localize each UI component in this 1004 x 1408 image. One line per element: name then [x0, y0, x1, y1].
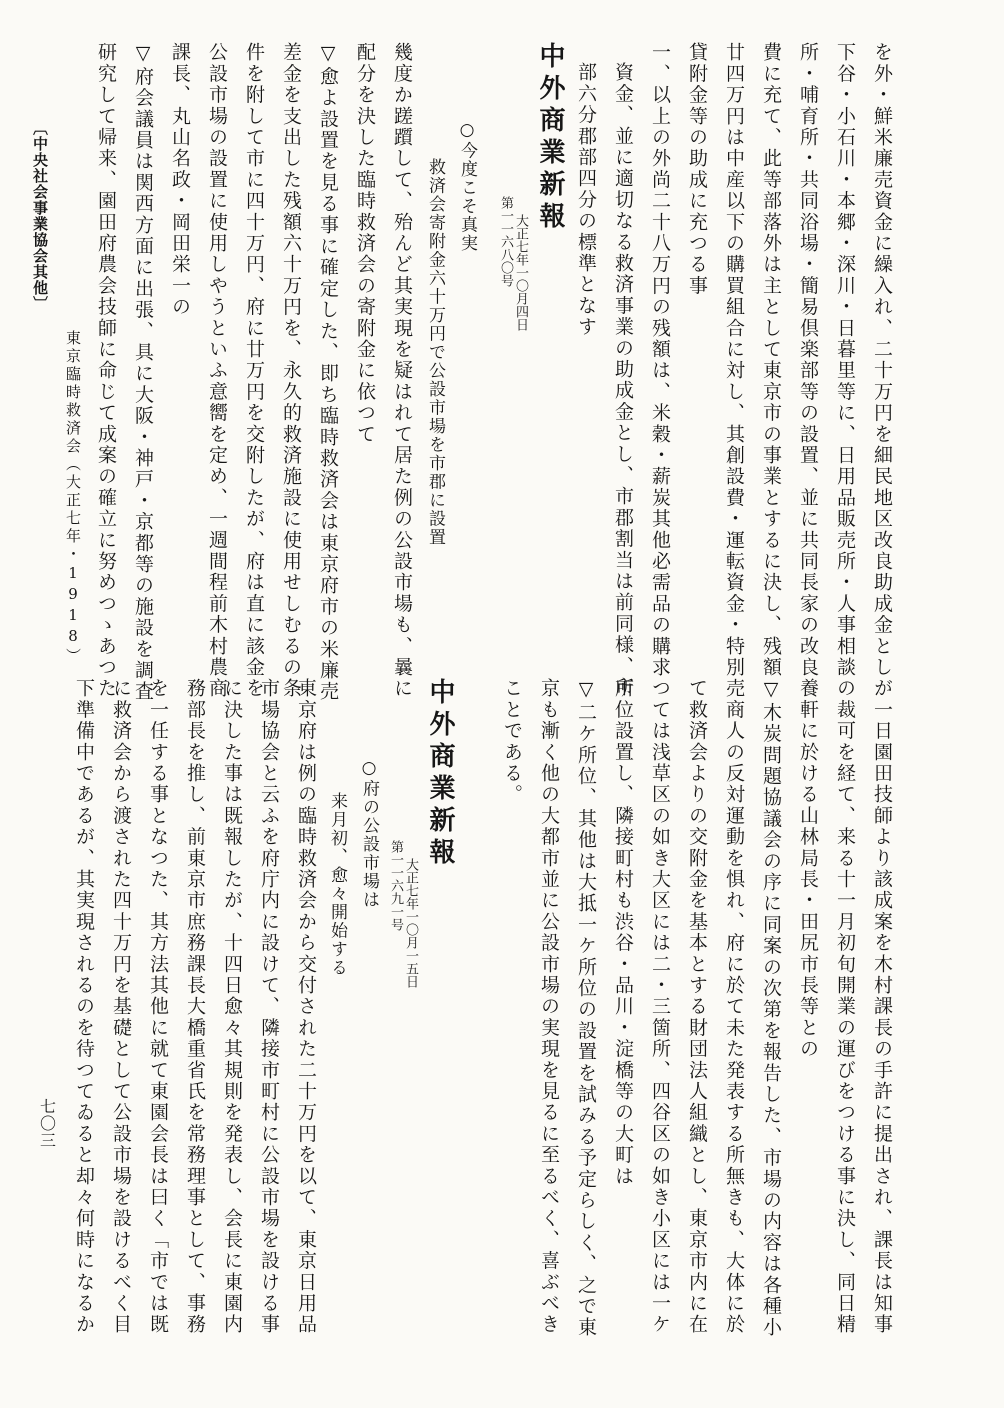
text-column: 幾度か蹉躓して、殆んど其実現を疑はれて居た例の公設市場も、曩に: [391, 42, 413, 700]
text-column: ▽二ケ所位、其他は大抵一ケ所位の設置を試みる予定らしく、之で東: [575, 678, 597, 1339]
subheadline: 来月初、愈々開始する: [327, 792, 347, 977]
text-column: 件を附して市に四十万円、府に廿万円を交附したが、府は直に該金を: [243, 42, 265, 700]
text-column: 市場協会と云ふを府庁内に設けて、隣接市町村に公設市場を設ける事: [258, 678, 280, 1336]
issue-date: 大正七年一〇月四日: [513, 214, 528, 331]
text-column: 部六分郡部四分の標準となす: [575, 62, 597, 338]
text-column: 資金、並に適切なる救済事業の助成金とし、市郡割当は前同様、市: [612, 62, 634, 698]
source-credit-right: 東京臨時救済会（大正七年・1918）: [64, 330, 82, 666]
text-column: 所位設置し、隣接町村も渋谷・品川・淀橋等の大町は: [612, 678, 634, 1187]
text-column: 配分を決した臨時救済会の寄附金に依つて: [354, 42, 376, 445]
text-column: 京も漸く他の大都市並に公設市場の実現を見るに至るべく、喜ぶべき: [538, 678, 560, 1336]
headline: ○今度こそ真実: [457, 120, 477, 253]
text-column: つては浅草区の如き大区には二・三箇所、四谷区の如き小区には一ケ: [649, 678, 671, 1336]
text-column: ▽木炭問題協議会の序に同案の次第を報告した、市場の内容は各種小: [760, 678, 782, 1339]
text-column: の裁可を経て、来る十一月初旬開業の運びをつける事に決し、同日精: [834, 678, 856, 1336]
masthead: 中外商業新報: [535, 42, 565, 234]
text-column: が一日園田技師より該成案を木村課長の手許に提出され、課長は知事: [871, 678, 893, 1336]
subheadline: 救済会寄附金六十万円で公設市場を市郡に設置: [425, 158, 445, 547]
text-column: 研究して帰来、園田府農会技師に命じて成案の確立に努めつゝあつた: [95, 42, 117, 700]
text-column: ▽愈よ設置を見る事に確定した、即ち臨時救済会は東京府市の米廉売: [317, 42, 339, 703]
text-column: 一、以上の外尚二十八万円の残額は、米穀・薪炭其他必需品の購求: [649, 42, 671, 678]
masthead: 中外商業新報: [425, 678, 455, 870]
text-column: 課長、丸山名政・岡田栄一の: [169, 42, 191, 318]
text-column: 廿四万円は中産以下の購買組合に対し、其創設費・運転資金・特別: [723, 42, 745, 678]
text-column: 東京府は例の臨時救済会から交付された二十万円を以て、東京日用品: [295, 678, 317, 1336]
text-column: を外・鮮米廉売資金に繰入れ、二十万円を細民地区改良助成金とし: [871, 42, 893, 678]
text-column: 費に充て、此等部落外は主として東京市の事業とするに決し、残額: [760, 42, 782, 678]
headline: ○府の公設市場は: [359, 758, 379, 909]
text-column: を一任する事となつた、其方法其他に就て東園会長は曰く「市では既: [147, 678, 169, 1336]
text-column: 下谷・小石川・本郷・深川・日暮里等に、日用品販売所・人事相談: [834, 42, 856, 678]
page-number: 七〇三: [37, 1098, 57, 1149]
issue-date: 大正七年一〇月一五日: [403, 858, 418, 988]
text-column: 差金を支出した残額六十万円を、永久的救済施設に使用せしむるの条: [280, 42, 302, 700]
text-column: て救済会よりの交附金を基本とする財団法人組織とし、東京市内に在: [686, 678, 708, 1336]
text-column: に救済会から渡された四十万円を基礎として公設市場を設けるべく目: [110, 678, 132, 1336]
text-column: 務部長を推し、前東京市庶務課長大橋重省氏を常務理事として、事務: [184, 678, 206, 1336]
source-credit: 〔中央社会事業協会其他〕: [31, 120, 49, 312]
text-column: ▽府会議員は関西方面に出張、具に大阪・神戸・京都等の施設を調査: [132, 42, 154, 703]
text-column: 下準備中であるが、其実現されるのを待つてゐると却々何時になるか: [73, 678, 95, 1336]
text-column: 貸附金等の助成に充つる事: [686, 42, 708, 297]
issue-number: 第一一六八〇号: [498, 196, 513, 287]
text-column: ことである。: [501, 678, 523, 806]
issue-number: 第一一六九一号: [388, 840, 403, 931]
text-column: 公設市場の設置に使用しやうといふ意嚮を定め、一週間程前木村農商: [206, 42, 228, 700]
text-column: 売商人の反対運動を惧れ、府に於て未た発表する所無きも、大体に於: [723, 678, 745, 1336]
text-column: 所・哺育所・共同浴場・簡易倶楽部等の設置、並に共同長家の改良: [797, 42, 819, 678]
text-column: 養軒に於ける山林局長・田尻市長等との: [797, 678, 819, 1060]
text-column: に決した事は既報したが、十四日愈々其規則を発表し、会長に東園内: [221, 678, 243, 1336]
